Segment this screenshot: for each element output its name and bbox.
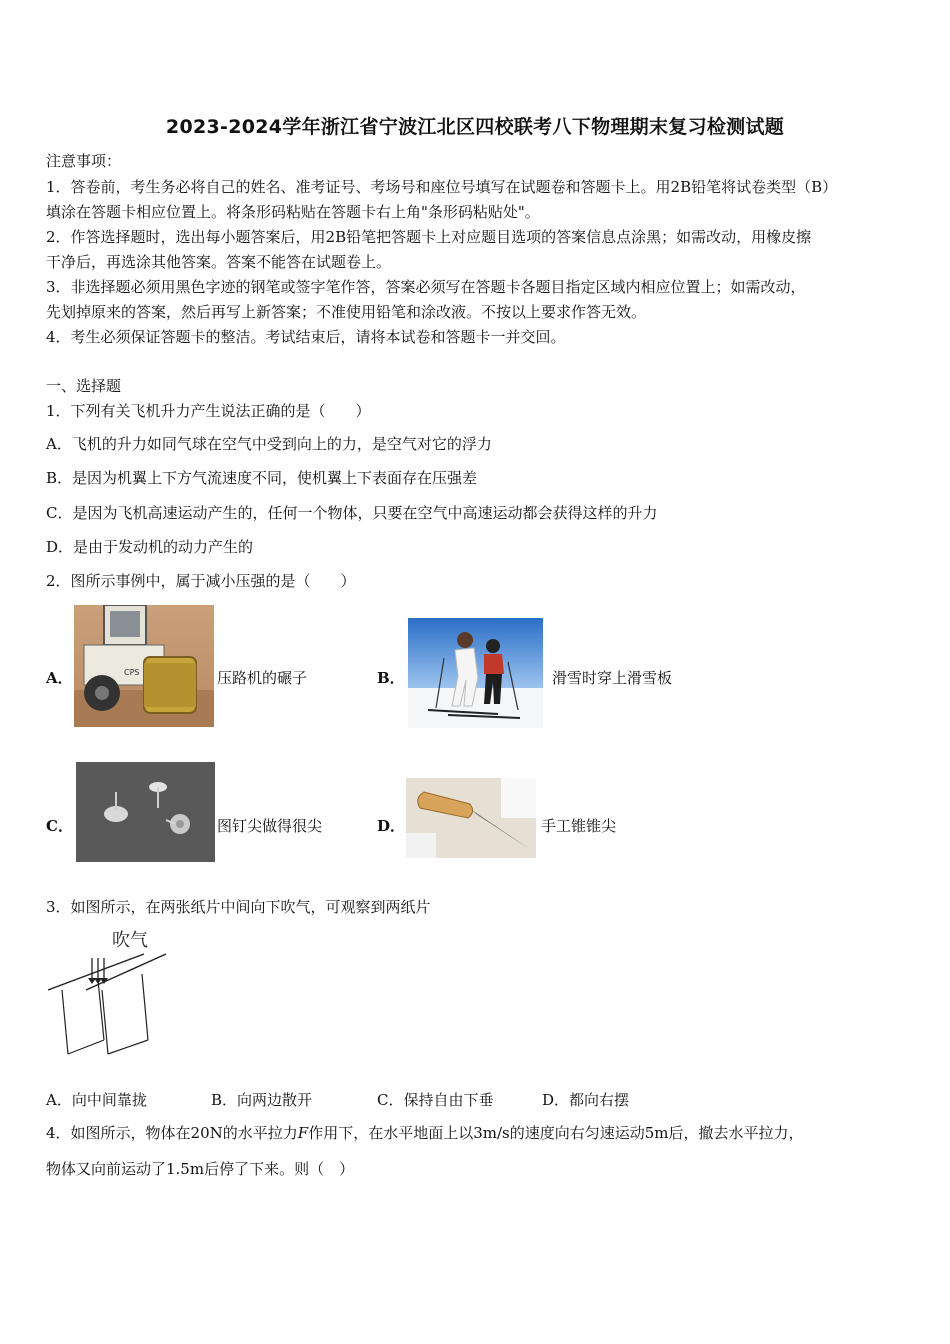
question-2-stem: 2．图所示事例中，属于减小压强的是（ ） <box>46 572 356 590</box>
q3-option-b: B．向两边散开 <box>211 1091 313 1109</box>
paper-blowing-diagram <box>48 928 178 1062</box>
section-heading: 一、选择题 <box>46 377 122 395</box>
q3-option-c: C．保持自由下垂 <box>377 1091 494 1109</box>
q2-option-b-caption: 滑雪时穿上滑雪板 <box>552 669 673 687</box>
q3-option-a: A．向中间靠拢 <box>46 1091 147 1109</box>
q1-option-c: C．是因为飞机高速运动产生的，任何一个物体，只要在空气中高速运动都会获得这样的升力 <box>46 504 658 522</box>
notice-line: 3．非选择题必须用黑色字迹的钢笔或签字笔作答，答案必须写在答题卡各题目指定区域内相应位置上；如需改动， <box>46 278 806 296</box>
notice-line: 4．考生必须保证答题卡的整洁。考试结束后，请将本试卷和答题卡一并交回。 <box>46 328 566 346</box>
q2-option-a-label: A． <box>46 669 73 687</box>
road-roller-photo <box>74 605 214 731</box>
q2-option-c-caption: 图钉尖做得很尖 <box>217 817 323 835</box>
q2-option-a-caption: 压路机的碾子 <box>217 669 308 687</box>
notice-line: 先划掉原来的答案，然后再写上新答案；不准使用铅笔和涂改液。不按以上要求作答无效。 <box>46 303 647 321</box>
q1-option-b: B．是因为机翼上下方气流速度不同，使机翼上下表面存在压强差 <box>46 469 478 487</box>
figure-label: 吹气 <box>112 930 148 951</box>
svg-text:CPS: CPS <box>124 668 140 677</box>
q1-option-d: D．是由于发动机的动力产生的 <box>46 538 254 556</box>
question-4-line-2: 物体又向前运动了1.5m后停了下来。则（ ） <box>46 1160 355 1178</box>
skiers-photo <box>408 618 543 732</box>
notice-line: 填涂在答题卡相应位置上。将条形码粘贴在答题卡右上角"条形码粘贴处"。 <box>46 203 540 221</box>
q4-variable: F <box>297 1124 309 1142</box>
q2-option-c-label: C． <box>46 817 73 835</box>
question-4-line-1 <box>46 1124 803 1142</box>
q2-option-b-label: B． <box>377 669 405 687</box>
q4-text: 4．如图所示，物体在20N的水平拉力 <box>46 1124 298 1142</box>
notice-line: 1．答卷前，考生务必将自己的姓名、准考证号、考场号和座位号填写在试题卷和答题卡上。用2B铅笔将试卷类型（B） <box>46 178 838 196</box>
question-1-stem: 1．下列有关飞机升力产生说法正确的是（ ） <box>46 402 371 420</box>
notice-heading: 注意事项： <box>46 152 122 170</box>
awl-photo <box>406 778 536 862</box>
q3-option-d: D．都向右摆 <box>542 1091 630 1109</box>
notice-line: 干净后，再选涂其他答案。答案不能答在试题卷上。 <box>46 253 392 271</box>
q2-option-d-label: D． <box>377 817 406 835</box>
q4-text: 作用下，在水平地面上以3m/s的速度向右匀速运动5m后，撤去水平拉力， <box>308 1124 804 1142</box>
q1-option-a: A．飞机的升力如同气球在空气中受到向上的力，是空气对它的浮力 <box>46 435 492 453</box>
page-title: 2023-2024学年浙江省宁波江北区四校联考八下物理期末复习检测试题 <box>165 116 785 138</box>
question-3-stem: 3．如图所示，在两张纸片中间向下吹气，可观察到两纸片 <box>46 898 431 916</box>
notice-line: 2．作答选择题时，选出每小题答案后，用2B铅笔把答题卡上对应题目选项的答案信息点涂黑；如需改动，用橡皮擦 <box>46 228 812 246</box>
q2-option-d-caption: 手工锥锥尖 <box>541 817 617 835</box>
thumbtacks-photo <box>76 762 215 866</box>
